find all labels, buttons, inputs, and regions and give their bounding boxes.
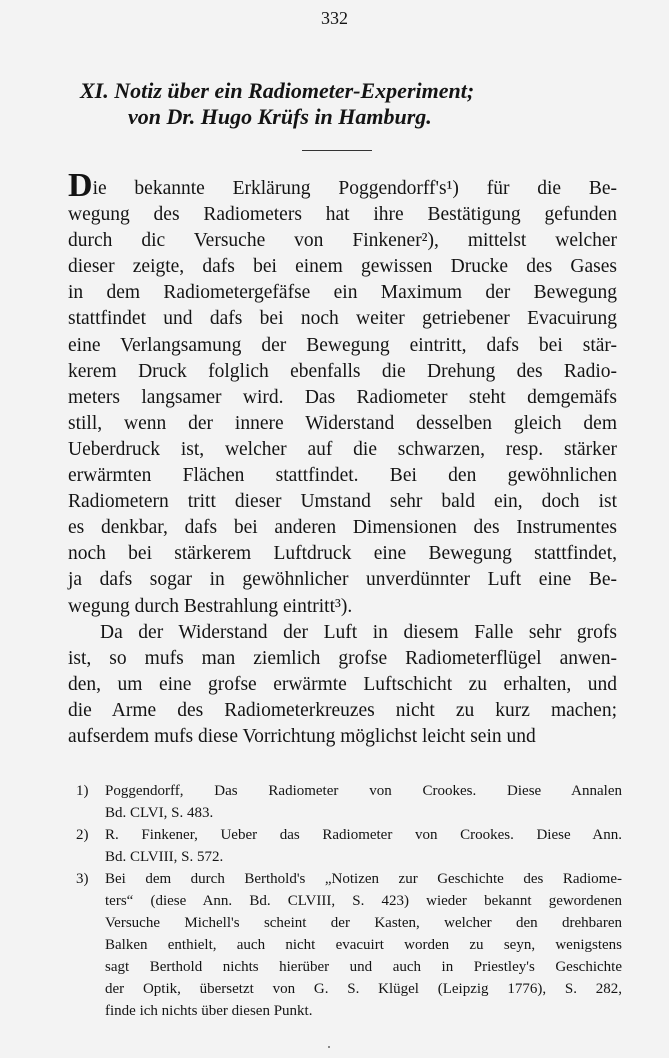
footnote-3 xyxy=(76,868,622,1022)
body-line: die Arme des Radiometerkreuzes nicht zu kurz machen; xyxy=(68,699,617,721)
footnote-line: der Optik, übersetzt von G. S. Klügel (Leipzig 1776), S. 282, xyxy=(105,981,622,997)
title-line-2: von Dr. Hugo Krüfs in Hamburg. xyxy=(128,104,432,129)
body-line: wegung durch Bestrahlung eintritt³). xyxy=(68,595,353,617)
body-line: es denkbar, dafs bei anderen Dimensionen des Instrumentes xyxy=(68,517,617,539)
footnote-line: Bd. CLVIII, S. 572. xyxy=(105,849,224,865)
body-line: Ueberdruck ist, welcher auf die schwarzen, resp. stärker xyxy=(68,438,617,460)
footnote-line: R. Finkener, Ueber das Radiometer von Crookes. Diese Ann. xyxy=(105,827,622,843)
footnote-line: sagt Berthold nichts hierüber und auch in Priestley's Geschichte xyxy=(105,959,622,975)
footnote-number: 1) xyxy=(76,783,89,799)
scan-speck xyxy=(328,1046,330,1048)
footnote-line: Bd. CLVI, S. 483. xyxy=(105,805,214,821)
footnote-line: Balken enthielt, auch nicht evacuirt worden zu seyn, wenigstens xyxy=(105,937,622,953)
footnote-2 xyxy=(76,824,622,868)
body-line: den, um eine grofse erwärmte Luftschicht zu erhalten, und xyxy=(68,673,617,695)
body-line: Radiometern tritt dieser Umstand sehr bald ein, doch ist xyxy=(68,491,617,513)
body-line: durch dic Versuche von Finkener²), mittelst welcher xyxy=(68,230,617,252)
body-text xyxy=(68,167,617,750)
footnote-line: finde ich nichts über diesen Punkt. xyxy=(105,1003,313,1019)
footnote-1 xyxy=(76,780,622,824)
title-divider xyxy=(302,150,372,151)
body-line: noch bei stärkerem Luftdruck eine Bewegung stattfindet, xyxy=(68,543,617,565)
body-line xyxy=(68,167,617,204)
body-line: dieser zeigte, dafs bei einem gewissen Drucke des Gases xyxy=(68,256,617,278)
body-line: wegung des Radiometers hat ihre Bestätigung gefunden xyxy=(68,204,617,226)
footnote-line: Versuche Michell's scheint der Kasten, welcher den drehbaren xyxy=(105,915,622,931)
body-line: ist, so mufs man ziemlich grofse Radiometerflügel anwen- xyxy=(68,647,617,669)
footnote-line: ters“ (diese Ann. Bd. CLVIII, S. 423) wieder bekannt gewordenen xyxy=(105,893,622,909)
body-line: Da der Widerstand der Luft in diesem Falle sehr grofs xyxy=(100,621,617,643)
body-line: meters langsamer wird. Das Radiometer steht demgemäfs xyxy=(68,386,617,408)
body-line: erwärmten Flächen stattfindet. Bei den gewöhnlichen xyxy=(68,465,617,487)
footnote-line: Poggendorff, Das Radiometer von Crookes. Diese Annalen xyxy=(105,783,622,799)
body-line: kerem Druck folglich ebenfalls die Drehung des Radio- xyxy=(68,360,617,382)
footnote-number: 3) xyxy=(76,871,89,887)
body-line: eine Verlangsamung der Bewegung eintritt, dafs bei stär- xyxy=(68,334,617,356)
body-line: still, wenn der innere Widerstand desselben gleich dem xyxy=(68,412,617,434)
body-line: ja dafs sogar in gewöhnlicher unverdünnter Luft eine Be- xyxy=(68,569,617,591)
footnotes xyxy=(76,780,622,1022)
article-title xyxy=(80,78,620,130)
body-line: aufserdem mufs diese Vorrichtung möglichst leicht sein und xyxy=(68,725,536,747)
footnote-number: 2) xyxy=(76,827,89,843)
page-number: 332 xyxy=(321,8,348,28)
drop-cap: D xyxy=(68,167,93,204)
body-line: stattfindet und dafs bei noch weiter getriebener Evacuirung xyxy=(68,308,617,330)
body-line-text: ie bekannte Erklärung Poggendorff's¹) für die Be- xyxy=(92,178,617,199)
title-line-1: XI. Notiz über ein Radiometer-Experiment; xyxy=(80,78,475,103)
body-line: in dem Radiometergefäfse ein Maximum der Bewegung xyxy=(68,282,617,304)
footnote-line: Bei dem durch Berthold's „Notizen zur Geschichte des Radiome- xyxy=(105,871,622,887)
